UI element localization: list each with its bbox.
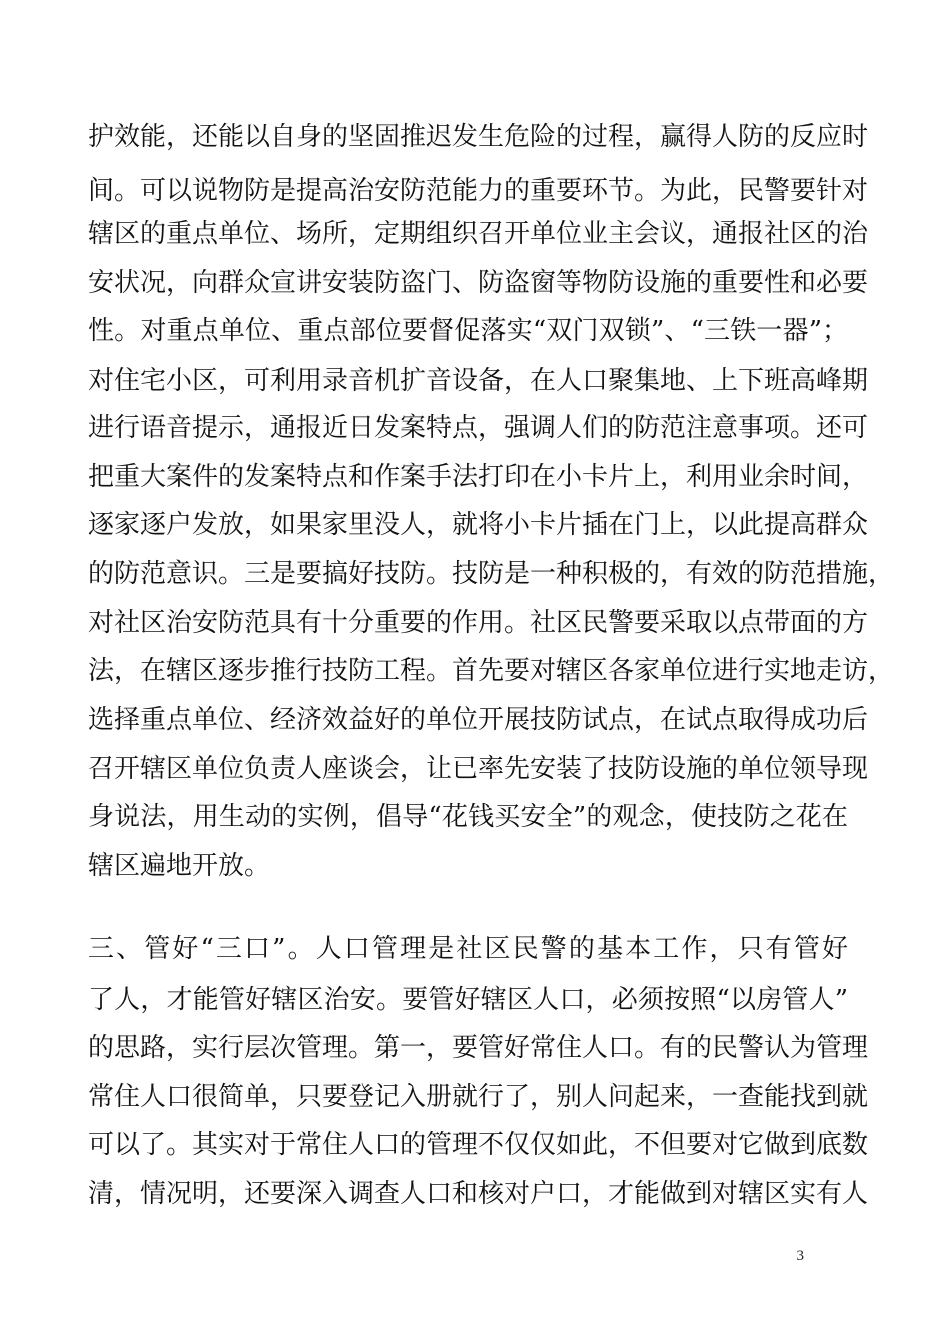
paragraph-1-line-16: 辖区遍地开放。: [88, 851, 271, 881]
paragraph-2-line-1: 三、管好“三口”。人口管理是社区民警的基本工作，只有管好: [88, 934, 848, 964]
paragraph-1-line-6: 对住宅小区，可利用录音机扩音设备，在人口聚集地、上下班高峰期: [88, 366, 869, 396]
page-number: 3: [796, 1248, 804, 1264]
paragraph-1-line-14: 召开辖区单位负责人座谈会，让已率先安装了技防设施的单位领导现: [88, 754, 869, 784]
paragraph-1-line-12: 法，在辖区逐步推行技防工程。首先要对辖区各家单位进行实地走访，: [88, 656, 895, 686]
paragraph-1-line-15: 身说法，用生动的实例，倡导“花钱买安全”的观念，使技防之花在: [88, 802, 848, 832]
paragraph-1-line-11: 对社区治安防范具有十分重要的作用。社区民警要采取以点带面的方: [88, 608, 869, 638]
paragraph-2-line-5: 可以了。其实对于常住人口的管理不仅仅如此，不但要对它做到底数: [88, 1130, 869, 1160]
paragraph-1-line-3: 辖区的重点单位、场所，定期组织召开单位业主会议，通报社区的治: [88, 219, 869, 249]
paragraph-2-line-6: 清，情况明，还要深入调查人口和核对户口，才能做到对辖区实有人: [88, 1179, 869, 1209]
paragraph-1-line-10: 的防范意识。三是要搞好技防。技防是一种积极的，有效的防范措施，: [88, 559, 895, 589]
paragraph-1-line-9: 逐家逐户发放，如果家里没人，就将小卡片插在门上，以此提高群众: [88, 510, 869, 540]
paragraph-1-line-5: 性。对重点单位、重点部位要督促落实“双门双锁”、“三铁一器”；: [88, 316, 848, 346]
paragraph-1-line-8: 把重大案件的发案特点和作案手法打印在小卡片上，利用业余时间，: [88, 462, 869, 492]
paragraph-1-line-1: 护效能，还能以自身的坚固推迟发生危险的过程，赢得人防的反应时: [88, 122, 869, 152]
paragraph-1-line-13: 选择重点单位、经济效益好的单位开展技防试点，在试点取得成功后: [88, 705, 869, 735]
paragraph-1-line-7: 进行语音提示，通报近日发案特点，强调人们的防范注意事项。还可: [88, 413, 869, 443]
paragraph-1-line-2: 间。可以说物防是提高治安防范能力的重要环节。为此，民警要针对: [88, 176, 869, 206]
paragraph-2-line-4: 常住人口很简单，只要登记入册就行了，别人问起来，一查能找到就: [88, 1082, 869, 1112]
paragraph-1-line-4: 安状况，向群众宣讲安装防盗门、防盗窗等物防设施的重要性和必要: [88, 268, 869, 298]
paragraph-2-line-2: 了人，才能管好辖区治安。要管好辖区人口，必须按照“以房管人”: [88, 985, 848, 1015]
paragraph-2-line-3: 的思路，实行层次管理。第一，要管好常住人口。有的民警认为管理: [88, 1033, 869, 1063]
